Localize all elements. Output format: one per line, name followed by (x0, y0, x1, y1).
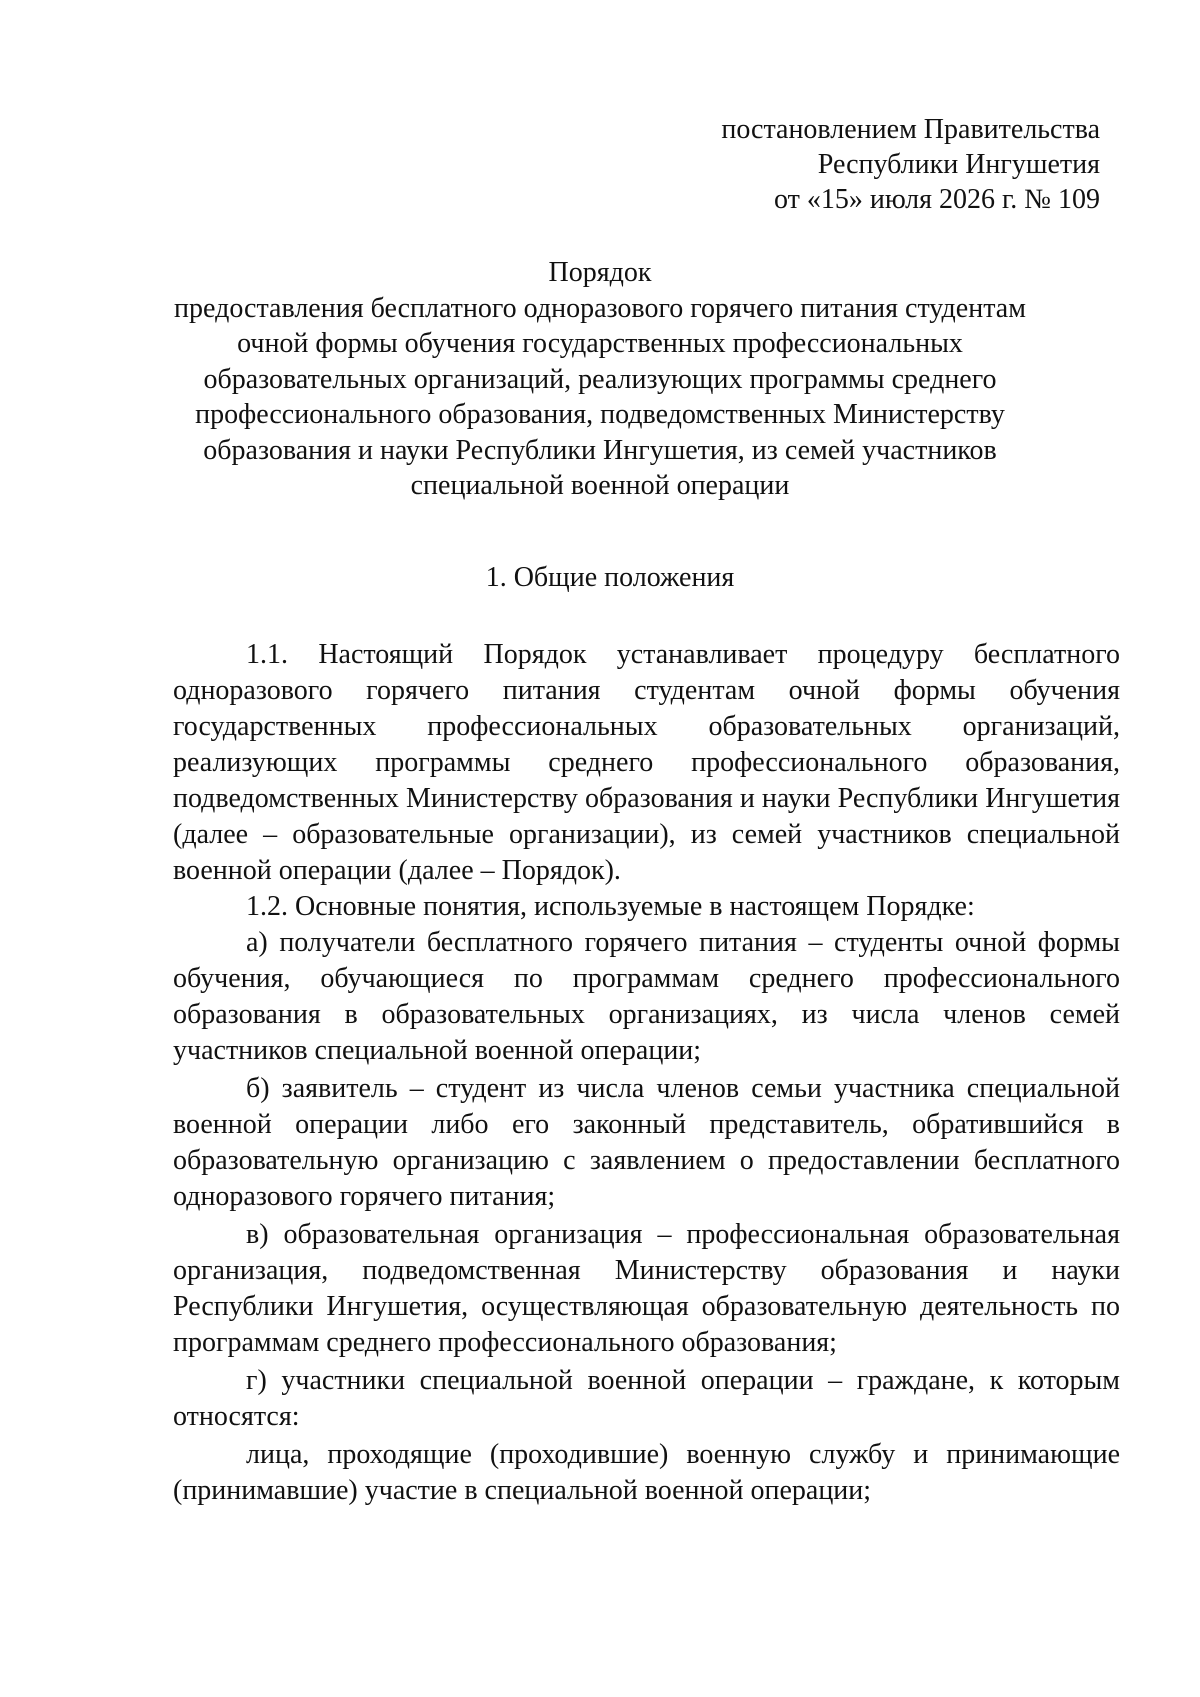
approval-date-line: от «15» июля 2026 г. № 109 (774, 184, 1100, 215)
title-line: профессионального образования, подведомственных Министерству (195, 399, 1005, 430)
document-title (160, 255, 1040, 504)
paragraph: в) образовательная организация – профессиональная образовательная организация, подведомственная Министерству образования и науки Республики Ингушетия, осуществляющая образовательную деятельность по программам среднего профессионального образования; (173, 1219, 1120, 1358)
title-line: образовательных организаций, реализующих программы среднего (203, 363, 997, 395)
paragraph: б) заявитель – студент из числа членов семьи участника специальной военной операции либо его законный представитель, обратившийся в образовательную организацию с заявлением о предоставлении бесплатного одноразового горячего питания; (173, 1073, 1120, 1212)
approval-block (721, 112, 1100, 217)
title-line: предоставления бесплатного одноразового горячего питания студентам (174, 292, 1026, 324)
title-line: очной формы обучения государственных профессиональных (237, 328, 963, 359)
paragraph: 1.2. Основные понятия, используемые в настоящем Порядке: (246, 891, 975, 922)
approval-line: Республики Ингушетия (817, 149, 1100, 180)
title-line: образования и науки Республики Ингушетия, из семей участников (203, 434, 997, 466)
approval-line: постановлением Правительства (721, 114, 1100, 145)
document-body (173, 637, 1120, 1509)
paragraph: 1.1. Настоящий Порядок устанавливает процедуру бесплатного одноразового горячего питания студентам очной формы обучения государственных профессиональных образовательных организаций, реализующих программы среднего профессионального образования, подведомственных Министерству образования и науки Республики Ингушетия (далее – образовательные организации), из семей участников специальной военной операции (далее – Порядок). (173, 639, 1120, 886)
paragraph: г) участники специальной военной операции – граждане, к которым относятся: (173, 1365, 1120, 1432)
title-heading: Порядок (548, 257, 652, 288)
paragraph: лица, проходящие (проходившие) военную службу и принимающие (принимавшие) участие в специальной военной операции; (173, 1439, 1120, 1506)
section-heading: 1. Общие положения (485, 562, 735, 593)
title-line: специальной военной операции (410, 470, 790, 501)
paragraph: а) получатели бесплатного горячего питания – студенты очной формы обучения, обучающиеся по программам среднего профессионального образования в образовательных организациях, из числа членов семей участников специальной военной операции; (173, 927, 1120, 1066)
